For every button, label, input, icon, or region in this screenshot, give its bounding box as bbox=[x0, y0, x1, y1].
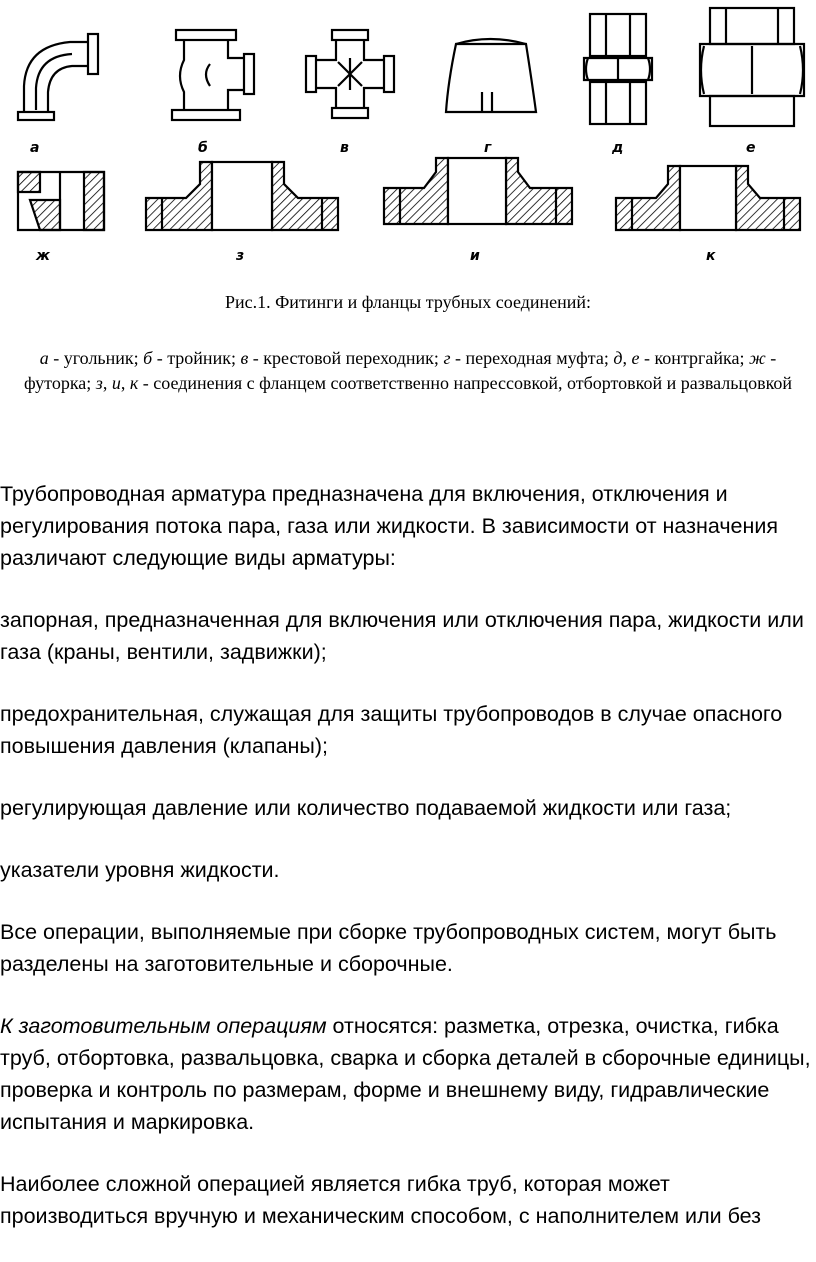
legend-key: ж bbox=[749, 348, 766, 368]
legend-key: в bbox=[240, 348, 249, 368]
legend-text: - соединения с фланцем соответственно напрессовкой, отбортовкой и развальцовкой bbox=[138, 373, 793, 393]
paragraph-shutoff: запорная, предназначенная для включения или отключения пара, жидкости или газа (краны, вентили, задвижки); bbox=[0, 608, 804, 664]
legend-key: а bbox=[39, 348, 49, 368]
legend-text: - крестовой переходник; bbox=[248, 348, 444, 368]
legend-key: б bbox=[143, 348, 153, 368]
large-locknut-fitting bbox=[700, 8, 804, 126]
cross-fitting bbox=[306, 30, 394, 118]
flange-flared bbox=[384, 158, 572, 224]
legend-key: г bbox=[443, 348, 451, 368]
locknut-fitting bbox=[584, 14, 652, 124]
legend-text: , bbox=[102, 373, 112, 393]
legend-key: е bbox=[631, 348, 640, 368]
reducer-coupling bbox=[446, 39, 536, 112]
legend-text: - угольник; bbox=[48, 348, 144, 368]
figure-label-g: г bbox=[484, 140, 492, 156]
legend-text: - переходная муфта; bbox=[450, 348, 614, 368]
paragraph-bending: Наиболее сложной операцией является гибка труб, которая может производиться вручную и механическим способом, с наполнителем или без bbox=[0, 1172, 762, 1228]
figure-label-a: а bbox=[30, 140, 40, 156]
legend-text: - контргайка; bbox=[639, 348, 749, 368]
legend-text: - тройник; bbox=[152, 348, 241, 368]
bushing-fitting bbox=[18, 172, 104, 230]
elbow-fitting bbox=[18, 34, 98, 120]
flange-rolled bbox=[616, 166, 800, 230]
legend-text: , bbox=[120, 373, 130, 393]
figure-label-z: з bbox=[236, 248, 245, 264]
legend-key: и bbox=[111, 373, 121, 393]
figure-caption-title: Рис.1. Фитинги и фланцы трубных соединений: bbox=[224, 292, 592, 312]
fittings-drawing bbox=[0, 0, 816, 270]
legend-text: , bbox=[622, 348, 632, 368]
figure-label-d: д bbox=[612, 140, 624, 156]
legend-text: - футорка; bbox=[23, 348, 777, 393]
paragraph-regulating: регулирующая давление или количество подаваемой жидкости или газа; bbox=[0, 796, 732, 820]
figure-label-k: к bbox=[706, 248, 716, 264]
figure-label-b: б bbox=[198, 140, 208, 156]
paragraph-safety: предохранительная, служащая для защиты трубопроводов в случае опасного повышения давления (клапаны); bbox=[0, 702, 783, 758]
document-body bbox=[0, 478, 816, 1262]
fittings-figure bbox=[0, 0, 816, 270]
paragraph-level-indicators: указатели уровня жидкости. bbox=[0, 858, 280, 882]
figure-label-i: и bbox=[470, 248, 480, 264]
figure-label-zh: ж bbox=[36, 248, 50, 264]
preparatory-text: относятся: разметка, отрезка, очистка, гибка труб, отбортовка, развальцовка, сварка и сборка деталей в сборочные единицы, проверка и контроль по размерам, форме и внешнему виду, гидравлические испытания и маркировка. bbox=[0, 1014, 811, 1134]
legend-key: д bbox=[613, 348, 623, 368]
tee-fitting bbox=[172, 30, 254, 120]
figure-label-e: е bbox=[746, 140, 756, 156]
paragraph-preparatory bbox=[0, 1010, 816, 1138]
paragraph-operations: Все операции, выполняемые при сборке трубопроводных систем, могут быть разделены на заготовительные и сборочные. bbox=[0, 920, 777, 976]
preparatory-term: К заготовительным операциям bbox=[0, 1014, 327, 1038]
legend-key: к bbox=[129, 373, 139, 393]
legend-key: з bbox=[95, 373, 103, 393]
figure-label-v: в bbox=[340, 140, 349, 156]
flange-pressfit bbox=[146, 162, 338, 230]
figure-caption-legend bbox=[0, 346, 816, 396]
paragraph-intro: Трубопроводная арматура предназначена для включения, отключения и регулирования потока пара, газа или жидкости. В зависимости от назначения различают следующие виды арматуры: bbox=[0, 482, 779, 570]
